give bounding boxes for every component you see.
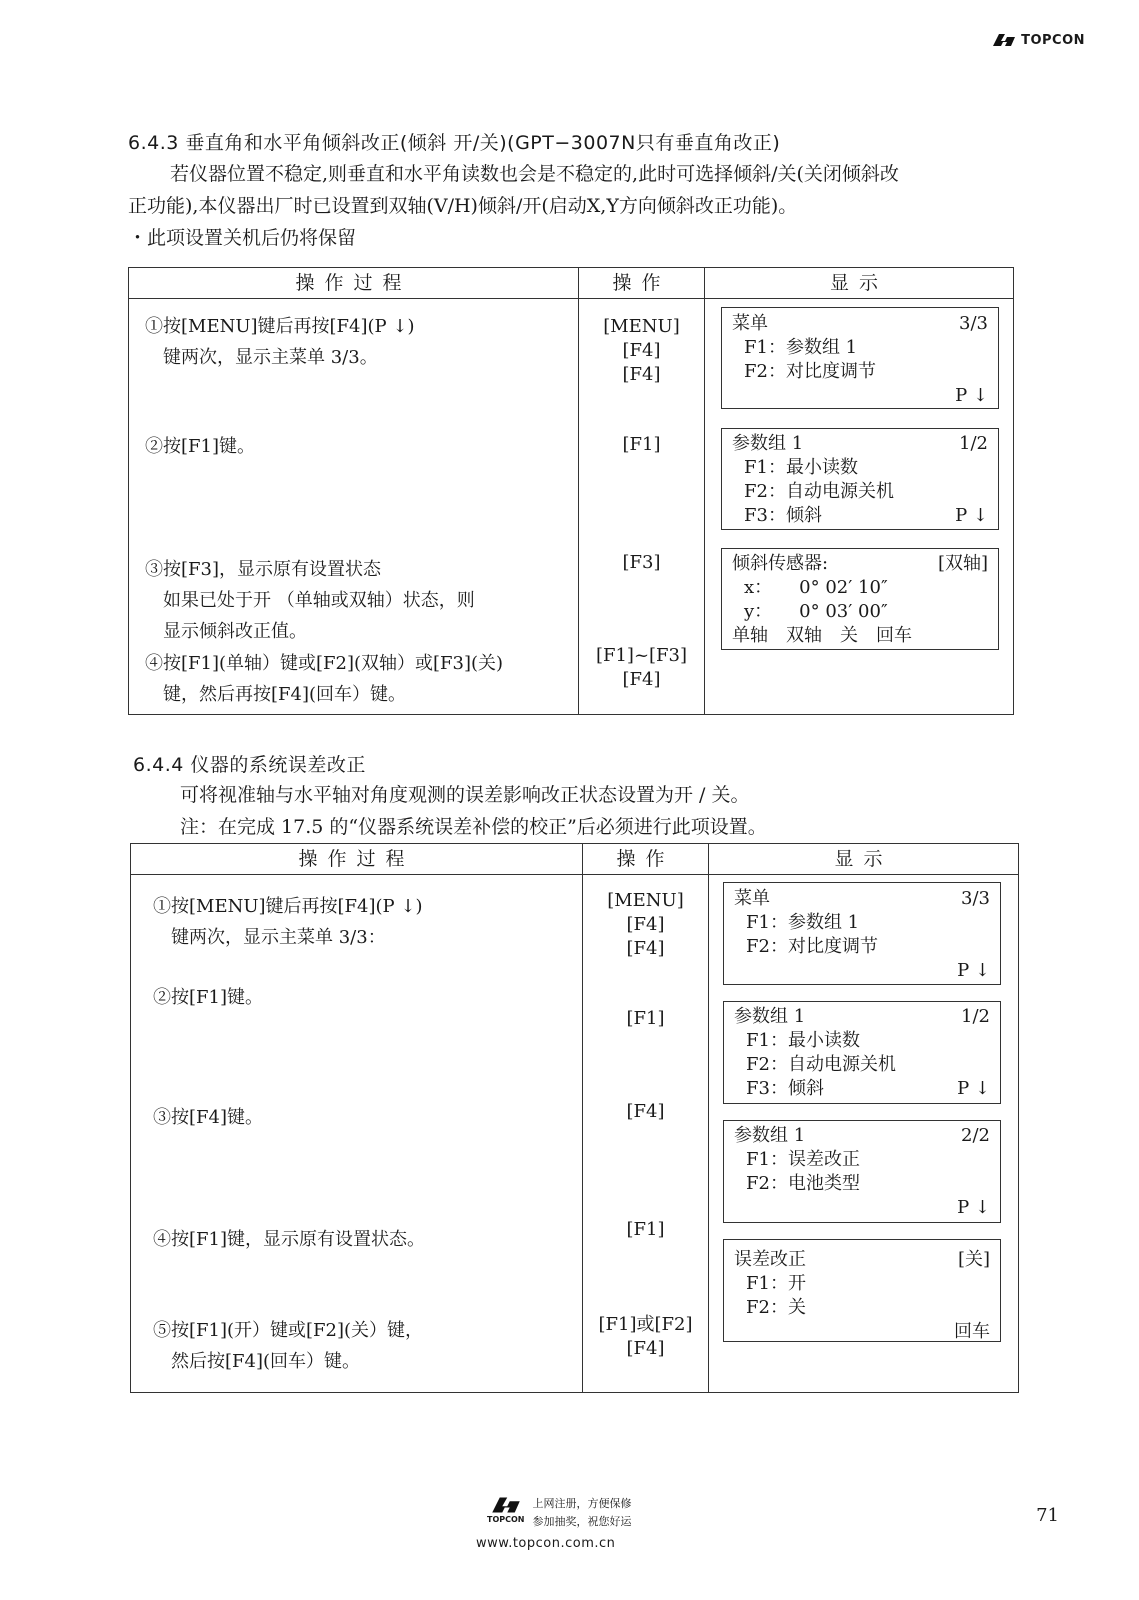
topcon-mark-icon xyxy=(991,32,1017,48)
section-643-note: ・此项设置关机后仍将保留 xyxy=(128,227,357,249)
screen-param-group-1: 参数组 1 1/2 F1：最小读数 F2：自动电源关机 F3：倾斜 P ↓ xyxy=(721,428,999,530)
step-2: ②按[F1]键。 xyxy=(153,987,263,1008)
steps-column xyxy=(131,875,582,1392)
key-group-5: [F1]或[F2] [F4] xyxy=(598,1314,693,1359)
key-group-1: [MENU] [F4] [F4] xyxy=(607,890,684,959)
header-display: 显示 xyxy=(705,268,1014,299)
step-5: ⑤按[F1](开）键或[F2](关）键， 然后按[F4](回车）键。 xyxy=(153,1320,424,1372)
tilt-y-value: y： 0° 03′ 00″ xyxy=(744,601,888,622)
screen-menu: 菜单 3/3 F1：参数组 1 F2：对比度调节 P ↓ xyxy=(723,882,1001,985)
screen-param-group-1-page-2: 参数组 1 2/2 F1：误差改正 F2：电池类型 P ↓ xyxy=(723,1120,1001,1223)
key-group-4: [F1] xyxy=(626,1219,665,1240)
section-643-para2: 正功能),本仪器出厂时已设置到双轴(V/H)倾斜/开(启动X,Y方向倾斜改正功能)。 xyxy=(128,195,798,217)
keys-column xyxy=(579,299,704,714)
footer-slogan-2: 参加抽奖，祝您好运 xyxy=(532,1515,632,1528)
section-644-para1: 可将视准轴与水平轴对角度观测的误差影响改正状态设置为开 / 关。 xyxy=(180,784,750,806)
display-column xyxy=(705,299,1013,714)
key-group-3: [F3] xyxy=(622,552,661,573)
page-number: 71 xyxy=(1036,1505,1059,1526)
header-process: 操作过程 xyxy=(131,844,583,875)
tilt-x-value: x： 0° 02′ 10″ xyxy=(744,577,888,598)
footer-url[interactable]: www.topcon.com.cn xyxy=(476,1536,616,1551)
steps-column xyxy=(129,299,578,714)
header-operation: 操作 xyxy=(579,268,705,299)
keys-column xyxy=(583,875,708,1392)
softkey-row: 单轴 双轴 关 回车 xyxy=(732,625,912,646)
footer-slogans xyxy=(533,1495,632,1531)
step-3: ③按[F3]，显示原有设置状态 如果已处于开 （单轴或双轴）状态，则 显示倾斜改正值。 xyxy=(145,559,475,642)
screen-menu: 菜单 3/3 F1：参数组 1 F2：对比度调节 P ↓ xyxy=(721,307,999,409)
step-1: ①按[MENU]键后再按[F4](P ↓) 键两次，显示主菜单 3/3。 xyxy=(145,316,415,368)
footer-brand xyxy=(487,1495,632,1531)
key-group-2: [F1] xyxy=(622,434,661,455)
step-4: ④按[F1](单轴）键或[F2](双轴）或[F3](关) 键，然后再按[F4](回车）键。 xyxy=(145,653,504,705)
screen-tilt-sensor: 倾斜传感器: [双轴] x： 0° 02′ 10″ y： 0° 03′ 00″ 单轴 双轴 关 回车 xyxy=(721,548,999,650)
header-process: 操作过程 xyxy=(129,268,579,299)
section-644-para2: 注：在完成 17.5 的“仪器系统误差补偿的校正”后必须进行此项设置。 xyxy=(180,816,767,838)
section-644-heading: 6.4.4 仪器的系统误差改正 xyxy=(133,754,366,776)
topcon-mark-icon xyxy=(489,1495,523,1515)
topcon-logo xyxy=(991,32,1085,48)
header-operation: 操作 xyxy=(583,844,709,875)
screen-error-correction: 误差改正 [关] F1：开 F2：关 回车 xyxy=(723,1239,1001,1342)
operation-table-643 xyxy=(128,267,1014,715)
screen-param-group-1-page-1: 参数组 1 1/2 F1：最小读数 F2：自动电源关机 F3：倾斜 P ↓ xyxy=(723,1001,1001,1104)
step-1: ①按[MENU]键后再按[F4](P ↓) 键两次，显示主菜单 3/3： xyxy=(153,896,423,948)
step-2: ②按[F1]键。 xyxy=(145,436,255,457)
section-643-heading: 6.4.3 垂直角和水平角倾斜改正(倾斜 开/关)(GPT−3007N只有垂直角改正) xyxy=(128,132,781,154)
footer-logo xyxy=(487,1495,525,1524)
step-3: ③按[F4]键。 xyxy=(153,1107,263,1128)
footer-slogan-1: 上网注册，方便保修 xyxy=(532,1497,632,1510)
key-group-3: [F4] xyxy=(626,1101,665,1122)
brand-name: TOPCON xyxy=(1021,32,1085,48)
step-4: ④按[F1]键，显示原有设置状态。 xyxy=(153,1229,425,1250)
footer-brand-name: TOPCON xyxy=(487,1515,525,1524)
key-group-4: [F1]~[F3] [F4] xyxy=(595,645,688,690)
key-group-1: [MENU] [F4] [F4] xyxy=(603,316,680,385)
operation-table-644 xyxy=(130,843,1019,1393)
section-643-para1: 若仪器位置不稳定,则垂直和水平角读数也会是不稳定的,此时可选择倾斜/关(关闭倾斜改 xyxy=(170,163,899,185)
header-display: 显示 xyxy=(709,844,1019,875)
key-group-2: [F1] xyxy=(626,1008,665,1029)
display-column xyxy=(709,875,1018,1392)
